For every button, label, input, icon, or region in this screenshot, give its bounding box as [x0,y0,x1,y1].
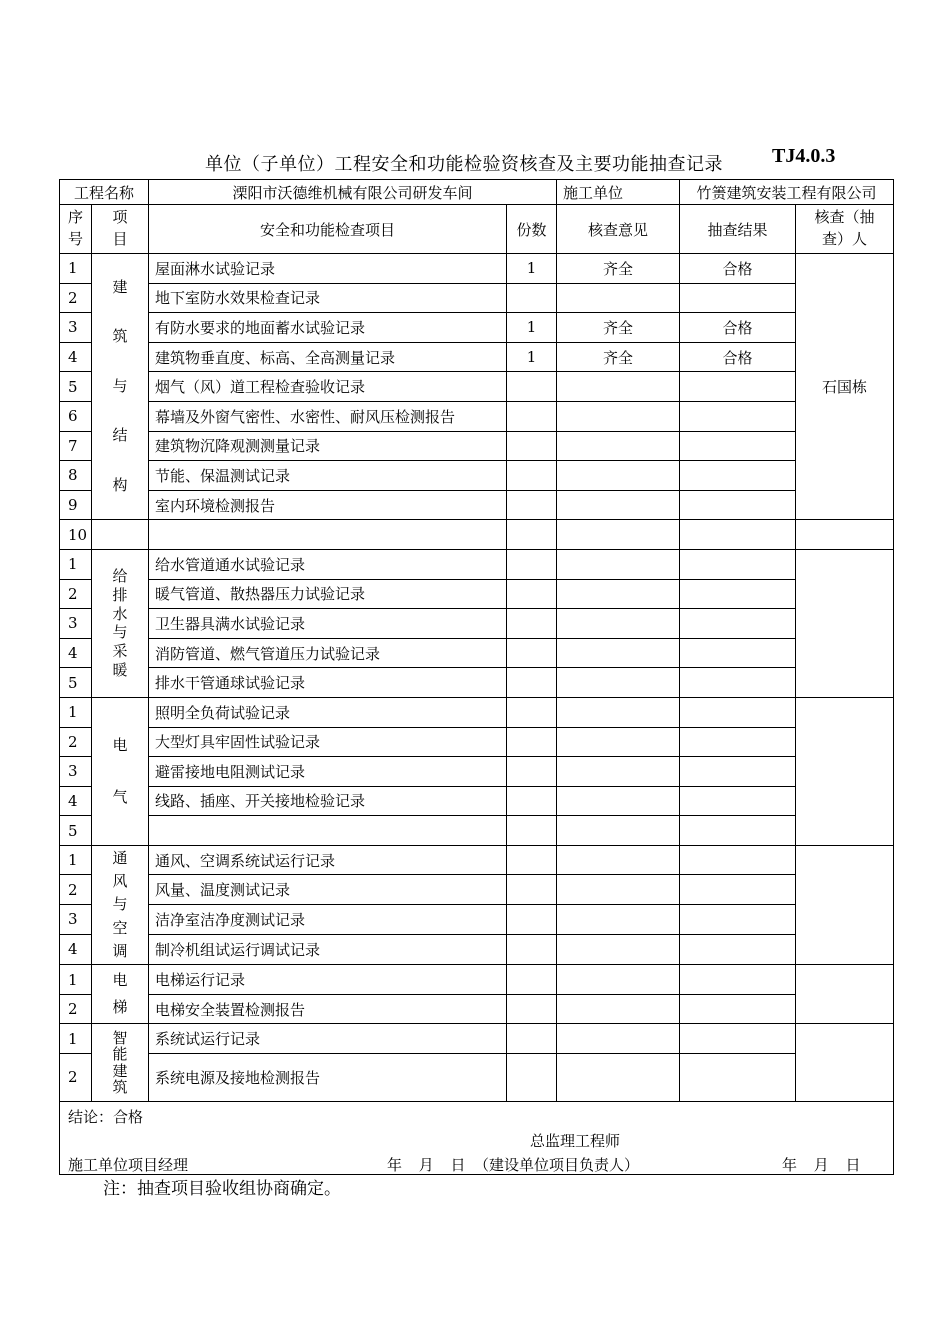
table-row [60,638,894,668]
row-item: 幕墙及外窗气密性、水密性、耐风压检测报告 [149,401,507,431]
table-row [60,1054,894,1102]
row-result [680,875,796,905]
row-seq: 3 [60,757,92,787]
project-manager-label: 施工单位项目经理 [68,1155,189,1174]
row-result [680,727,796,757]
row-count [507,638,557,668]
checker-cell: 石国栋 [796,254,894,520]
row-result [680,757,796,787]
table-row [60,786,894,816]
category-cell: 智 能 建 筑 [92,1024,149,1101]
conclusion-cell [60,1101,894,1174]
header-checker: 核查（抽 查）人 [796,205,894,254]
header-seq: 序 号 [60,205,92,254]
table-row [60,934,894,965]
table-row [60,845,894,875]
header-count: 份数 [507,205,557,254]
project-name-value: 溧阳市沃德维机械有限公司研发车间 [149,180,557,205]
header-item: 安全和功能检查项目 [149,205,507,254]
row-count [507,401,557,431]
row-item: 消防管道、燃气管道压力试验记录 [149,638,507,668]
table-row [60,254,894,284]
row-count [507,609,557,639]
footnote: 注：抽查项目验收组协商确定。 [103,1179,341,1199]
row-opinion [557,845,680,875]
row-opinion: 齐全 [557,313,680,343]
info-row [60,180,894,205]
row-result [680,697,796,727]
table-row [60,401,894,431]
row-item: 线路、插座、开关接地检验记录 [149,786,507,816]
row-item: 节能、保温测试记录 [149,461,507,491]
row-seq: 1 [60,1024,92,1054]
row-count [507,579,557,609]
row-result [680,668,796,698]
row-item: 电梯安全装置检测报告 [149,994,507,1024]
row-seq: 1 [60,697,92,727]
row-count: 1 [507,254,557,284]
header-result: 抽查结果 [680,205,796,254]
row-count [507,283,557,313]
row-item: 建筑物垂直度、标高、全高测量记录 [149,342,507,372]
row-item: 给水管道通水试验记录 [149,549,507,579]
row-opinion [557,757,680,787]
row-opinion [557,638,680,668]
table-row [60,1024,894,1054]
row-seq: 6 [60,401,92,431]
row-count [507,1024,557,1054]
row-result [680,520,796,550]
row-opinion [557,994,680,1024]
row-item: 暖气管道、散热器压力试验记录 [149,579,507,609]
date-field-1: 年 月 日 [387,1155,466,1174]
row-seq: 2 [60,875,92,905]
row-count [507,786,557,816]
row-opinion [557,520,680,550]
row-seq: 8 [60,461,92,491]
row-result [680,461,796,491]
row-item: 制冷机组试运行调试记录 [149,934,507,965]
contractor-label: 施工单位 [557,180,680,205]
row-seq: 2 [60,1054,92,1102]
table-row [60,283,894,313]
table-row [60,816,894,846]
category-cell: 电 梯 [92,965,149,1024]
row-count [507,757,557,787]
row-item: 卫生器具满水试验记录 [149,609,507,639]
checker-cell-empty [796,520,894,550]
row-opinion [557,816,680,846]
row-item: 屋面淋水试验记录 [149,254,507,284]
row-opinion [557,549,680,579]
row-count [507,668,557,698]
header-row [60,205,894,254]
table-row [60,697,894,727]
row-result [680,579,796,609]
category-cell: 电 气 [92,697,149,845]
row-result [680,549,796,579]
row-count [507,1054,557,1102]
table-row [60,875,894,905]
checker-cell [796,965,894,1024]
row-count: 1 [507,342,557,372]
row-count [507,845,557,875]
row-result [680,786,796,816]
row-result [680,934,796,965]
row-count [507,372,557,402]
row-seq: 5 [60,372,92,402]
row-result [680,1024,796,1054]
row-item: 风量、温度测试记录 [149,875,507,905]
row-opinion [557,431,680,461]
row-result [680,283,796,313]
table-row [60,313,894,343]
table-row [60,461,894,491]
row-opinion [557,461,680,491]
row-count [507,697,557,727]
row-count [507,461,557,491]
row-count [507,520,557,550]
row-result: 合格 [680,342,796,372]
row-count [507,905,557,935]
row-seq: 2 [60,994,92,1024]
row-result [680,490,796,520]
table-row [60,520,894,550]
row-count [507,727,557,757]
row-count [507,816,557,846]
row-item: 建筑物沉降观测测量记录 [149,431,507,461]
contractor-value: 竹箦建筑安装工程有限公司 [680,180,894,205]
table-row [60,994,894,1024]
row-result [680,638,796,668]
row-opinion [557,875,680,905]
owner-label: （建设单位项目负责人） [474,1155,640,1174]
row-result [680,609,796,639]
table-row [60,342,894,372]
row-seq: 9 [60,490,92,520]
row-seq: 10 [60,520,92,550]
row-seq: 1 [60,845,92,875]
row-seq: 2 [60,283,92,313]
row-result [680,372,796,402]
row-item: 系统试运行记录 [149,1024,507,1054]
conclusion-row [60,1101,894,1174]
checker-cell [796,549,894,697]
table-row [60,372,894,402]
table-row [60,431,894,461]
row-opinion [557,372,680,402]
table-row [60,490,894,520]
row-opinion [557,786,680,816]
row-seq: 2 [60,579,92,609]
row-count [507,934,557,965]
row-result [680,816,796,846]
row-opinion [557,1054,680,1102]
document-title: 单位（子单位）工程安全和功能检验资核查及主要功能抽查记录 [205,154,723,175]
row-seq: 4 [60,934,92,965]
row-seq: 1 [60,965,92,995]
category-cell-empty [92,520,149,550]
header-category: 项 目 [92,205,149,254]
row-item: 洁净室洁净度测试记录 [149,905,507,935]
checker-cell [796,697,894,845]
row-count [507,994,557,1024]
row-seq: 4 [60,786,92,816]
row-seq: 7 [60,431,92,461]
row-count [507,965,557,995]
row-item: 地下室防水效果检查记录 [149,283,507,313]
row-count [507,875,557,905]
row-result [680,905,796,935]
row-item: 有防水要求的地面蓄水试验记录 [149,313,507,343]
row-opinion [557,283,680,313]
category-cell: 通 风 与 空 调 [92,845,149,964]
row-opinion [557,401,680,431]
conclusion-label: 结论：合格 [68,1107,144,1126]
row-item: 照明全负荷试验记录 [149,697,507,727]
row-item: 室内环境检测报告 [149,490,507,520]
inspection-table [59,179,894,1175]
project-name-label: 工程名称 [60,180,149,205]
row-opinion: 齐全 [557,342,680,372]
row-seq: 3 [60,609,92,639]
document-code: TJ4.0.3 [772,145,836,167]
row-result [680,1054,796,1102]
checker-cell [796,845,894,964]
row-item: 通风、空调系统试运行记录 [149,845,507,875]
row-item [149,816,507,846]
row-opinion [557,905,680,935]
table-row [60,757,894,787]
row-seq: 3 [60,905,92,935]
row-result [680,845,796,875]
table-row [60,668,894,698]
row-seq: 4 [60,638,92,668]
row-count: 1 [507,313,557,343]
row-count [507,490,557,520]
row-item: 避雷接地电阻测试记录 [149,757,507,787]
table-row [60,609,894,639]
row-seq: 5 [60,668,92,698]
table-row [60,905,894,935]
row-opinion [557,579,680,609]
supervisor-title: 总监理工程师 [530,1131,621,1150]
row-seq: 3 [60,313,92,343]
row-item: 大型灯具牢固性试验记录 [149,727,507,757]
category-cell: 给 排 水 与 采 暖 [92,549,149,697]
row-item: 电梯运行记录 [149,965,507,995]
row-item: 排水干管通球试验记录 [149,668,507,698]
table-row [60,549,894,579]
table-row [60,727,894,757]
row-count [507,549,557,579]
header-opinion: 核查意见 [557,205,680,254]
row-opinion [557,727,680,757]
row-result: 合格 [680,254,796,284]
row-seq: 2 [60,727,92,757]
row-result [680,994,796,1024]
checker-cell [796,1024,894,1101]
row-item: 烟气（风）道工程检查验收记录 [149,372,507,402]
row-opinion [557,965,680,995]
row-item: 系统电源及接地检测报告 [149,1054,507,1102]
row-seq: 1 [60,549,92,579]
row-seq: 1 [60,254,92,284]
row-result: 合格 [680,313,796,343]
row-opinion [557,697,680,727]
row-result [680,965,796,995]
row-opinion: 齐全 [557,254,680,284]
row-count [507,431,557,461]
row-opinion [557,490,680,520]
date-field-2: 年 月 日 [782,1155,861,1174]
row-result [680,431,796,461]
table-row [60,965,894,995]
row-result [680,401,796,431]
row-item [149,520,507,550]
row-opinion [557,609,680,639]
row-opinion [557,1024,680,1054]
row-opinion [557,668,680,698]
table-row [60,579,894,609]
row-opinion [557,934,680,965]
row-seq: 4 [60,342,92,372]
row-seq: 5 [60,816,92,846]
category-cell: 建 筑 与 结 构 [92,254,149,520]
